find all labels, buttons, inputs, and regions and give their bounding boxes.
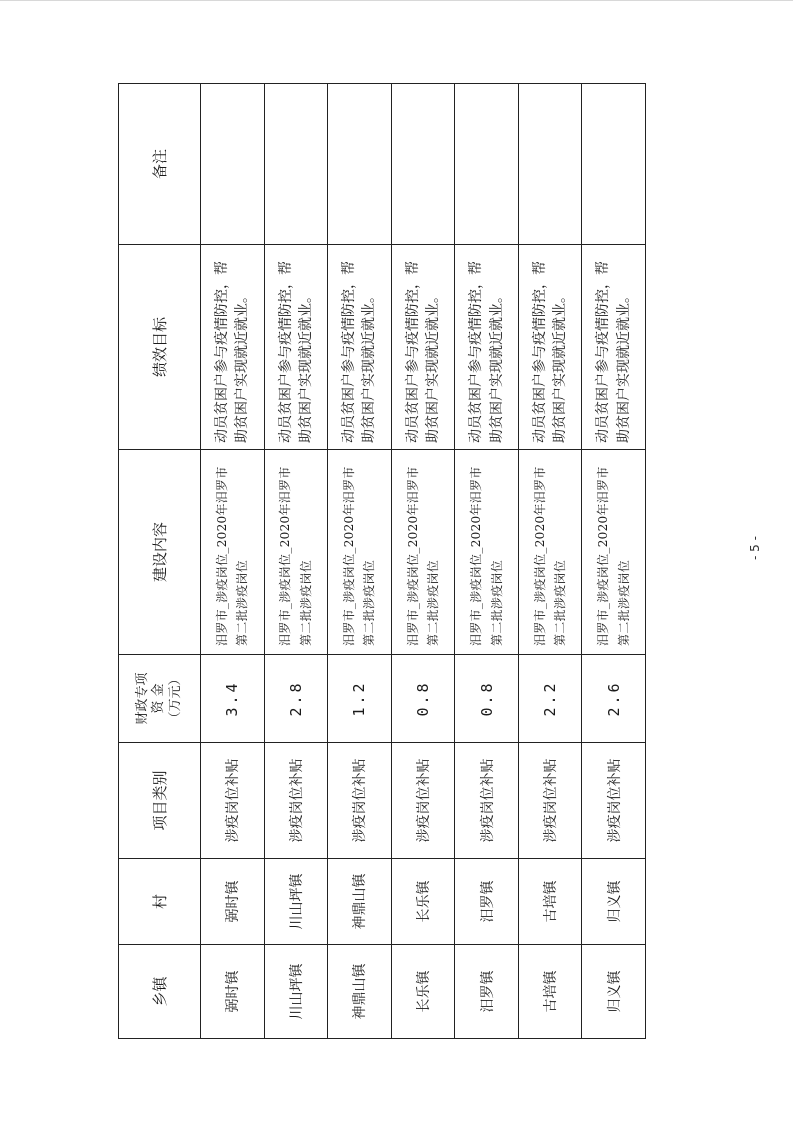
- cell-fund: 2.8: [264, 655, 328, 743]
- cell-remarks: [264, 84, 328, 245]
- cell-target: 动员贫困户参与疫情防控，帮助贫困户实现就近就业。: [391, 245, 455, 450]
- cell-remarks: [391, 84, 455, 245]
- header-fund-line2: 资 金: [151, 683, 167, 714]
- cell-fund: 0.8: [455, 655, 519, 743]
- cell-village: 归义镇: [582, 859, 646, 945]
- table-row: [455, 84, 519, 1039]
- table-row: [582, 84, 646, 1039]
- page-number: - 5 -: [748, 536, 762, 560]
- table-row: [518, 84, 582, 1039]
- cell-category: 涉疫岗位补贴: [518, 743, 582, 859]
- header-fund: [119, 655, 201, 743]
- cell-township: 川山坪镇: [264, 945, 328, 1039]
- header-village: 村: [119, 859, 201, 945]
- cell-content: 汨罗市_涉疫岗位_2020年汨罗市第二批涉疫岗位: [391, 450, 455, 655]
- cell-fund: 1.2: [328, 655, 392, 743]
- project-table: [118, 83, 646, 1039]
- cell-target: 动员贫困户参与疫情防控，帮助贫困户实现就近就业。: [582, 245, 646, 450]
- cell-remarks: [201, 84, 265, 245]
- header-content: 建设内容: [119, 450, 201, 655]
- cell-category: 涉疫岗位补贴: [582, 743, 646, 859]
- table-row: [328, 84, 392, 1039]
- cell-fund: 2.2: [518, 655, 582, 743]
- cell-category: 涉疫岗位补贴: [391, 743, 455, 859]
- cell-target: 动员贫困户参与疫情防控，帮助贫困户实现就近就业。: [455, 245, 519, 450]
- cell-fund: 2.6: [582, 655, 646, 743]
- cell-target: 动员贫困户参与疫情防控，帮助贫困户实现就近就业。: [201, 245, 265, 450]
- rotated-table-wrapper: [118, 84, 646, 1039]
- cell-township: 神鼎山镇: [328, 945, 392, 1039]
- cell-content: 汨罗市_涉疫岗位_2020年汨罗市第二批涉疫岗位: [328, 450, 392, 655]
- cell-category: 涉疫岗位补贴: [264, 743, 328, 859]
- cell-target: 动员贫困户参与疫情防控，帮助贫困户实现就近就业。: [264, 245, 328, 450]
- cell-content: 汨罗市_涉疫岗位_2020年汨罗市第二批涉疫岗位: [518, 450, 582, 655]
- cell-content: 汨罗市_涉疫岗位_2020年汨罗市第二批涉疫岗位: [582, 450, 646, 655]
- table-row: [391, 84, 455, 1039]
- table-header-row: [119, 84, 201, 1039]
- cell-category: 涉疫岗位补贴: [455, 743, 519, 859]
- cell-category: 涉疫岗位补贴: [201, 743, 265, 859]
- header-target: 绩效目标: [119, 245, 201, 450]
- table-row: [264, 84, 328, 1039]
- page-top-rule: [0, 0, 793, 1]
- cell-township: 归义镇: [582, 945, 646, 1039]
- cell-township: 古培镇: [518, 945, 582, 1039]
- cell-remarks: [518, 84, 582, 245]
- cell-township: 汨罗镇: [455, 945, 519, 1039]
- cell-fund: 0.8: [391, 655, 455, 743]
- cell-village: 长乐镇: [391, 859, 455, 945]
- cell-category: 涉疫岗位补贴: [328, 743, 392, 859]
- cell-content: 汨罗市_涉疫岗位_2020年汨罗市第二批涉疫岗位: [201, 450, 265, 655]
- cell-target: 动员贫困户参与疫情防控，帮助贫困户实现就近就业。: [518, 245, 582, 450]
- header-township: 乡镇: [119, 945, 201, 1039]
- cell-village: 汨罗镇: [455, 859, 519, 945]
- cell-township: 弼时镇: [201, 945, 265, 1039]
- cell-remarks: [582, 84, 646, 245]
- cell-village: 古培镇: [518, 859, 582, 945]
- cell-township: 长乐镇: [391, 945, 455, 1039]
- header-fund-line1: 财政专项: [135, 672, 151, 725]
- cell-village: 川山坪镇: [264, 859, 328, 945]
- cell-content: 汨罗市_涉疫岗位_2020年汨罗市第二批涉疫岗位: [264, 450, 328, 655]
- cell-village: 弼时镇: [201, 859, 265, 945]
- cell-village: 神鼎山镇: [328, 859, 392, 945]
- header-category: 项目类别: [119, 743, 201, 859]
- cell-remarks: [328, 84, 392, 245]
- cell-fund: 3.4: [201, 655, 265, 743]
- cell-target: 动员贫困户参与疫情防控，帮助贫困户实现就近就业。: [328, 245, 392, 450]
- table-row: [201, 84, 265, 1039]
- cell-remarks: [455, 84, 519, 245]
- header-remarks: 备注: [119, 84, 201, 245]
- cell-content: 汨罗市_涉疫岗位_2020年汨罗市第二批涉疫岗位: [455, 450, 519, 655]
- header-fund-line3: （万元）: [167, 672, 183, 725]
